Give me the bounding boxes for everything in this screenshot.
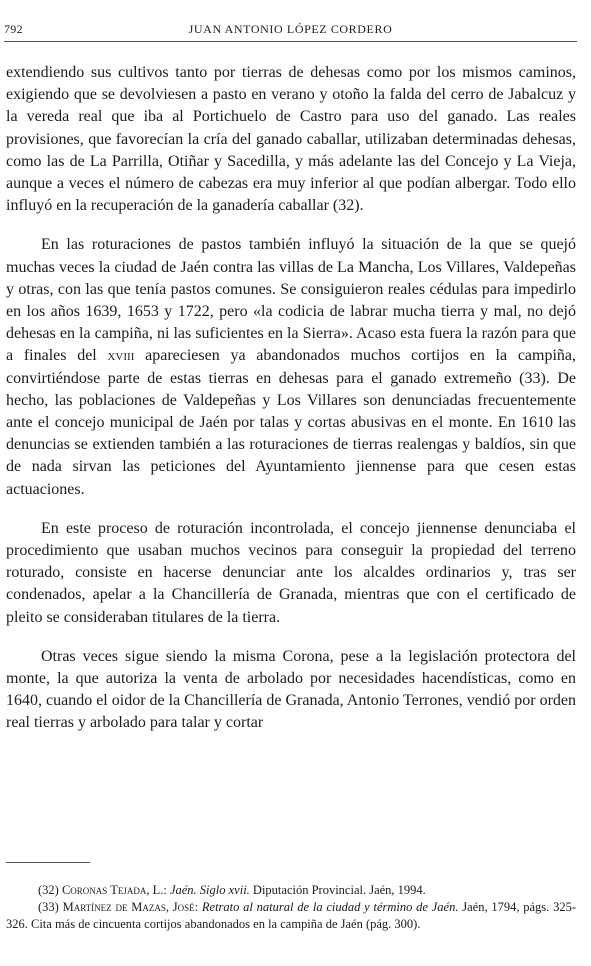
footnote-rule bbox=[6, 862, 90, 863]
footnote-rest: Diputación Provincial. Jaén, 1994. bbox=[252, 883, 426, 897]
footnote-author: Coronas Tejada, L.: bbox=[61, 883, 167, 897]
paragraph-2 bbox=[6, 234, 576, 500]
paragraph-4: Otras veces sigue siendo la misma Corona, pese a la legislación protectora del monte, la que autoriza la venta de arbolado por necesidades hacendísticas, como en 1640, cuando el oidor de la Chancillería de Granada, Antonio Terrones, vendió por orden real tierras y arbolado para talar y cortar bbox=[6, 647, 576, 732]
footnote-title: Jaén. Siglo xvii. bbox=[169, 883, 250, 897]
body-text bbox=[6, 62, 576, 752]
century-numeral: xviii bbox=[107, 347, 135, 365]
footnote-number: (32) bbox=[38, 883, 59, 897]
footnote-number: (33) bbox=[38, 900, 59, 914]
footnote-author: Martínez de Mazas, José: bbox=[62, 900, 199, 914]
footnote-33 bbox=[6, 899, 576, 933]
page-number: 792 bbox=[4, 22, 23, 36]
paragraph-2-text-a: En las roturaciones de pastos también influyó la situación de la que se quejó muchas veces la ciudad de Jaén contra las villas de La Mancha, Los Villares, Valdepeñas y otras, con las que tenía pastos comunes. Se consiguieron reales cédulas para impedirlo en los años 1639, 1653 y 1722, pero «la codicia de labrar mucha tierra y mal, no dejó dehesas en la campiña, ni las suficientes en la Sierra». Acaso esta fuera la razón para que a finales del bbox=[6, 236, 576, 365]
running-head: JUAN ANTONIO LÓPEZ CORDERO bbox=[188, 22, 393, 36]
footnote-title: Retrato al natural de la ciudad y término de Jaén. bbox=[201, 900, 459, 914]
paragraph-1: extendiendo sus cultivos tanto por tierras de dehesas como por los mismos caminos, exigiendo que se devolviesen a pasto en verano y otoño la falda del cerro de Jabalcuz y la vereda real que iba al Portichuelo de Castro para uso del ganado. Las reales provisiones, que favorecían la cría del ganado caballar, utilizaban determinadas dehesas, como las de La Parrilla, Otiñar y Sacedilla, y más adelante las del Concejo y La Vieja, aunque a veces el número de cabezas era muy inferior al que podían albergar. Todo ello influyó en la recuperación de la ganadería caballar (32). bbox=[6, 64, 576, 215]
footnote-rest: Jaén, 1794, págs. 325-326. Cita más de cincuenta cortijos abandonados en la campiña de Jaén (pág. 300). bbox=[6, 900, 576, 931]
page-header bbox=[4, 22, 577, 38]
footnotes bbox=[6, 882, 576, 933]
paragraph-3: En este proceso de roturación incontrolada, el concejo jiennense denunciaba el procedimiento que usaban muchos vecinos para conseguir la propiedad del terreno roturado, consiste en hacerse denunciar ante los alcaldes ordinarios y, tras ser condenados, apelar a la Chancillería de Granada, mientras que con el certificado de pleito se consideraban titulares de la tierra. bbox=[6, 519, 576, 626]
footnote-32 bbox=[6, 882, 576, 899]
paragraph-2-text-b: apareciesen ya abandonados muchos cortijos en la campiña, convirtiéndose parte de estas tierras en dehesas para el ganado extremeño (33). De hecho, las poblaciones de Valdepeñas y Los Villares son denunciadas frecuentemente ante el concejo municipal de Jaén por talas y cortas abusivas en el monte. En 1610 las denuncias se extienden también a las roturaciones de tierras realengas y baldíos, sin que de nada sirvan las peticiones del Ayuntamiento jiennense para que cesen estas actuaciones. bbox=[6, 347, 577, 498]
header-rule bbox=[4, 41, 577, 42]
